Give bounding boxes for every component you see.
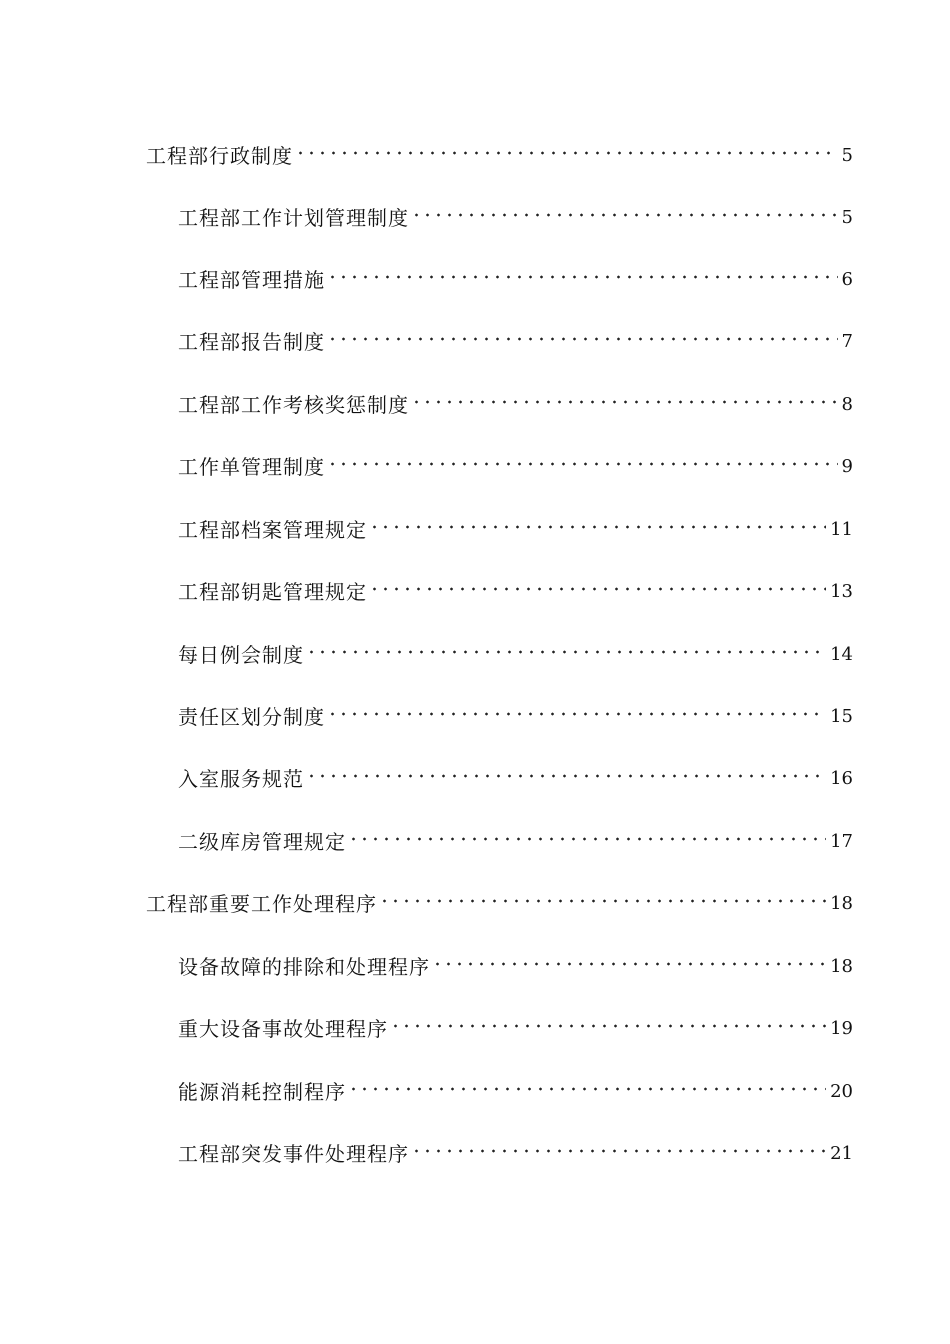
toc-entry-title: 能源消耗控制程序 [178,1080,346,1104]
toc-dot-leader [327,330,838,354]
toc-entry-page: 8 [841,394,853,415]
toc-dot-leader [348,830,826,854]
toc-dot-leader [327,705,826,729]
toc-entry[interactable] [178,574,853,604]
toc-entry[interactable] [178,200,853,230]
toc-dot-leader [306,767,826,791]
toc-entry-title: 责任区划分制度 [178,705,325,729]
toc-entry-title: 设备故障的排除和处理程序 [178,955,430,979]
toc-dot-leader [379,892,826,916]
toc-dot-leader [306,643,826,667]
toc-entry[interactable] [178,761,853,791]
toc-entry-title: 工程部工作考核奖惩制度 [178,393,409,417]
toc-entry-title: 工程部管理措施 [178,268,325,292]
toc-entry-title: 工程部重要工作处理程序 [146,892,377,916]
toc-entry-title: 二级库房管理规定 [178,830,346,854]
toc-dot-leader [411,206,838,230]
toc-entry-page: 11 [830,519,853,540]
toc-entry-page: 5 [841,207,853,228]
toc-entry[interactable] [178,637,853,667]
toc-entry-page: 6 [841,269,853,290]
toc-entry-page: 17 [830,831,853,852]
toc-entry-page: 20 [830,1081,853,1102]
toc-entry[interactable] [178,824,853,854]
toc-entry-title: 工程部报告制度 [178,330,325,354]
toc-entry-page: 15 [830,706,853,727]
toc-dot-leader [369,518,826,542]
toc-entry[interactable] [178,949,853,979]
toc-dot-leader [411,1142,826,1166]
toc-dot-leader [295,144,838,168]
toc-entry-page: 13 [830,581,853,602]
toc-entry-page: 16 [830,768,853,789]
toc-entry-page: 19 [830,1018,853,1039]
toc-dot-leader [348,1080,826,1104]
toc-entry-title: 工程部钥匙管理规定 [178,580,367,604]
toc-entry-title: 每日例会制度 [178,643,304,667]
toc-entry[interactable] [178,324,853,354]
toc-entry-page: 14 [830,644,853,665]
toc-dot-leader [369,580,826,604]
toc-dot-leader [432,955,826,979]
toc-entry-page: 9 [841,456,853,477]
toc-entry-page: 18 [830,956,853,977]
toc-entry[interactable] [178,512,853,542]
toc-entry[interactable] [178,262,853,292]
toc-entry-title: 入室服务规范 [178,767,304,791]
toc-entry[interactable] [146,138,853,168]
toc-entry[interactable] [178,1074,853,1104]
toc-entry[interactable] [178,1011,853,1041]
toc-dot-leader [327,455,838,479]
toc-entry-title: 工程部工作计划管理制度 [178,206,409,230]
toc-dot-leader [411,393,838,417]
toc-entry-title: 工程部行政制度 [146,144,293,168]
toc-entry-title: 重大设备事故处理程序 [178,1017,388,1041]
toc-entry-title: 工程部档案管理规定 [178,518,367,542]
toc-entry-title: 工作单管理制度 [178,455,325,479]
toc-entry-page: 18 [830,893,853,914]
toc-entry[interactable] [146,886,853,916]
toc-dot-leader [327,268,838,292]
toc-entry[interactable] [178,1136,853,1166]
toc-entry-page: 21 [830,1143,853,1164]
toc-entry-page: 5 [841,145,853,166]
toc-entry[interactable] [178,387,853,417]
toc-entry-title: 工程部突发事件处理程序 [178,1142,409,1166]
toc-dot-leader [390,1017,826,1041]
toc-entry[interactable] [178,449,853,479]
toc-entry[interactable] [178,699,853,729]
toc-entry-page: 7 [841,331,853,352]
